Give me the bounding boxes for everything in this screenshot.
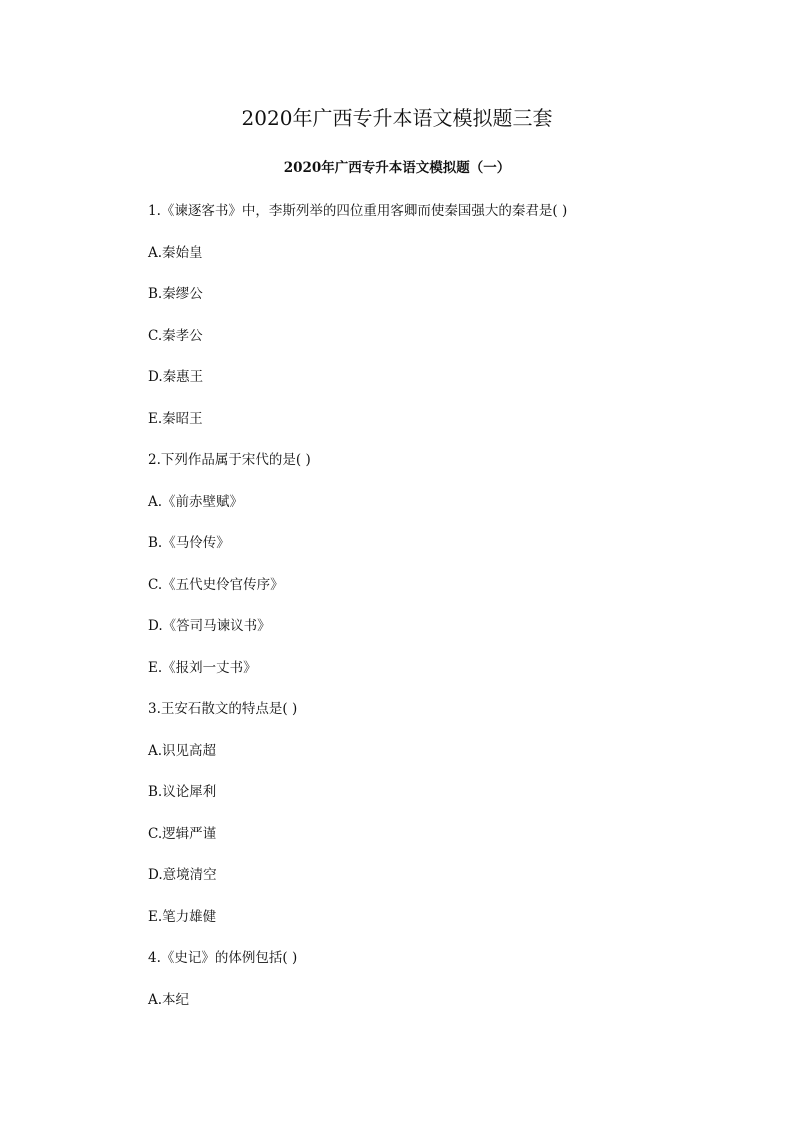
question-2-option-c: C.《五代史伶官传序》 [148, 576, 284, 593]
question-1-option-a: A.秦始皇 [148, 244, 203, 261]
question-2-option-b: B.《马伶传》 [148, 535, 230, 551]
question-3-option-a: A.识见高超 [148, 742, 217, 759]
question-2-stem: 2.下列作品属于宋代的是( ) [148, 452, 311, 468]
question-1-stem: 1.《谏逐客书》中，李斯列举的四位重用客卿而使秦国强大的秦君是( ) [148, 203, 568, 219]
question-2-option-a: A.《前赤壁赋》 [148, 493, 244, 510]
question-1-option-e: E.秦昭王 [148, 410, 203, 427]
document-title: 2020年广西专升本语文模拟题三套 [241, 106, 553, 130]
question-1-option-c: C.秦孝公 [148, 327, 203, 344]
question-1-option-b: B.秦缪公 [148, 286, 203, 302]
question-3-option-e: E.笔力雄健 [148, 908, 217, 925]
question-3-option-c: C.逻辑严谨 [148, 825, 217, 842]
document-subtitle: 2020年广西专升本语文模拟题（一） [283, 160, 511, 176]
question-3-stem: 3.王安石散文的特点是( ) [148, 701, 298, 717]
question-3-option-b: B.议论犀利 [148, 784, 217, 800]
question-2-option-e: E.《报刘一丈书》 [148, 659, 257, 676]
question-1-option-d: D.秦惠王 [148, 369, 204, 385]
question-2-option-d: D.《答司马谏议书》 [148, 618, 271, 634]
question-4-stem: 4.《史记》的体例包括( ) [148, 950, 298, 966]
question-4-option-a: A.本纪 [148, 991, 190, 1008]
question-3-option-d: D.意境清空 [148, 867, 217, 883]
question-list [148, 200, 708, 1030]
